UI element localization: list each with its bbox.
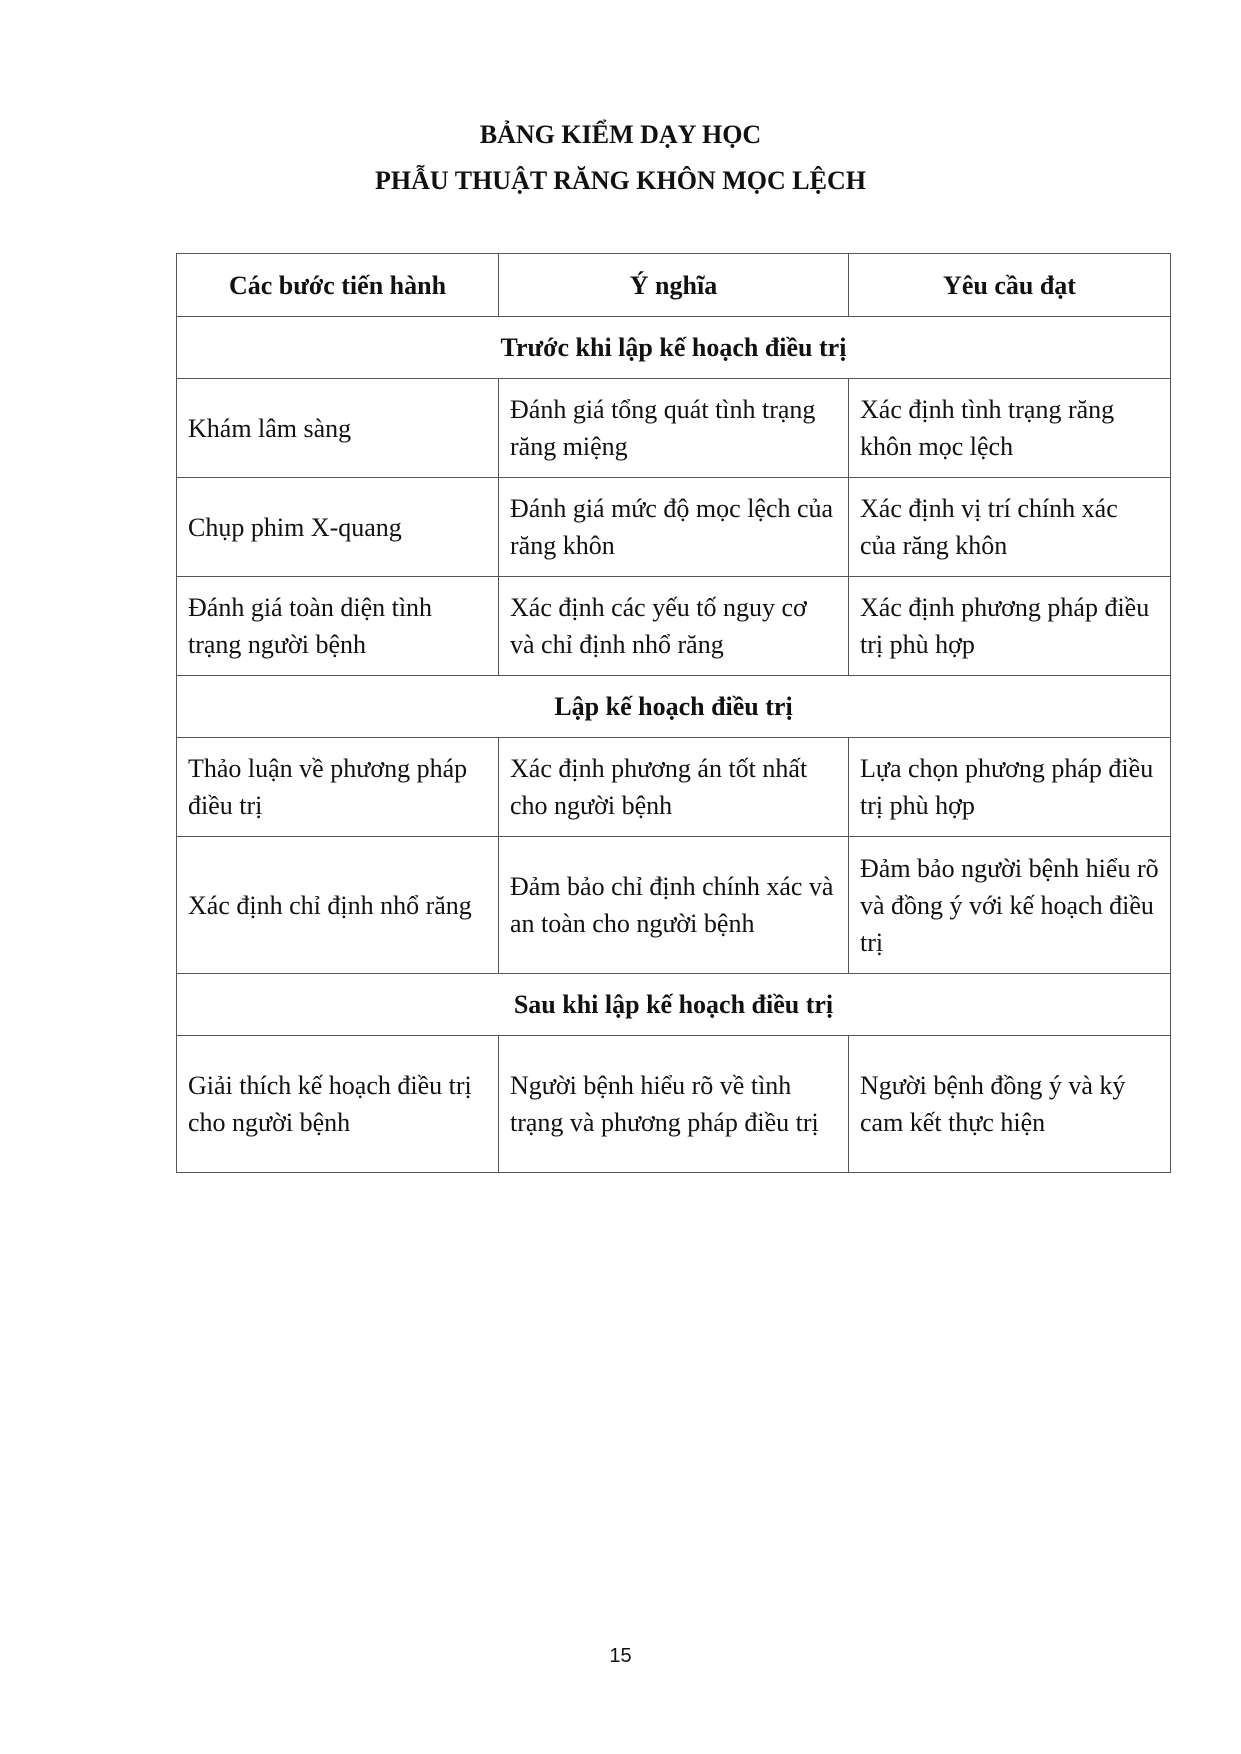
section-row bbox=[177, 676, 1171, 738]
table-row bbox=[177, 577, 1171, 676]
section-row bbox=[177, 317, 1171, 379]
column-header-meaning: Ý nghĩa bbox=[499, 254, 849, 317]
table-row bbox=[177, 478, 1171, 577]
step-cell: Đánh giá toàn diện tình trạng người bệnh bbox=[177, 577, 499, 676]
table-row bbox=[177, 738, 1171, 837]
page-number: 15 bbox=[609, 1645, 632, 1667]
requirement-cell: Đảm bảo người bệnh hiểu rõ và đồng ý với kế hoạch điều trị bbox=[849, 837, 1171, 974]
meaning-cell: Người bệnh hiểu rõ về tình trạng và phương pháp điều trị bbox=[499, 1036, 849, 1173]
meaning-cell: Đánh giá tổng quát tình trạng răng miệng bbox=[499, 379, 849, 478]
document-title: BẢNG KIỂM DẠY HỌC bbox=[479, 120, 762, 149]
meaning-cell: Xác định các yếu tố nguy cơ và chỉ định nhổ răng bbox=[499, 577, 849, 676]
requirement-cell: Xác định vị trí chính xác của răng khôn bbox=[849, 478, 1171, 577]
step-cell: Xác định chỉ định nhổ răng bbox=[177, 837, 499, 974]
checklist-table bbox=[176, 253, 1171, 1173]
meaning-cell: Đánh giá mức độ mọc lệch của răng khôn bbox=[499, 478, 849, 577]
table-row bbox=[177, 379, 1171, 478]
table-row bbox=[177, 837, 1171, 974]
requirement-cell: Xác định phương pháp điều trị phù hợp bbox=[849, 577, 1171, 676]
step-cell: Thảo luận về phương pháp điều trị bbox=[177, 738, 499, 837]
meaning-cell: Đảm bảo chỉ định chính xác và an toàn cho người bệnh bbox=[499, 837, 849, 974]
column-header-steps: Các bước tiến hành bbox=[177, 254, 499, 317]
step-cell: Khám lâm sàng bbox=[177, 379, 499, 478]
meaning-cell: Xác định phương án tốt nhất cho người bệnh bbox=[499, 738, 849, 837]
step-cell: Chụp phim X-quang bbox=[177, 478, 499, 577]
column-header-requirements: Yêu cầu đạt bbox=[849, 254, 1171, 317]
section-title: Sau khi lập kế hoạch điều trị bbox=[177, 974, 1171, 1036]
requirement-cell: Xác định tình trạng răng khôn mọc lệch bbox=[849, 379, 1171, 478]
requirement-cell: Người bệnh đồng ý và ký cam kết thực hiện bbox=[849, 1036, 1171, 1173]
header-row bbox=[177, 254, 1171, 317]
requirement-cell: Lựa chọn phương pháp điều trị phù hợp bbox=[849, 738, 1171, 837]
section-title: Lập kế hoạch điều trị bbox=[177, 676, 1171, 738]
step-cell: Giải thích kế hoạch điều trị cho người bệnh bbox=[177, 1036, 499, 1173]
section-title: Trước khi lập kế hoạch điều trị bbox=[177, 317, 1171, 379]
table-row bbox=[177, 1036, 1171, 1173]
document-subtitle: PHẪU THUẬT RĂNG KHÔN MỌC LỆCH bbox=[375, 166, 866, 195]
section-row bbox=[177, 974, 1171, 1036]
